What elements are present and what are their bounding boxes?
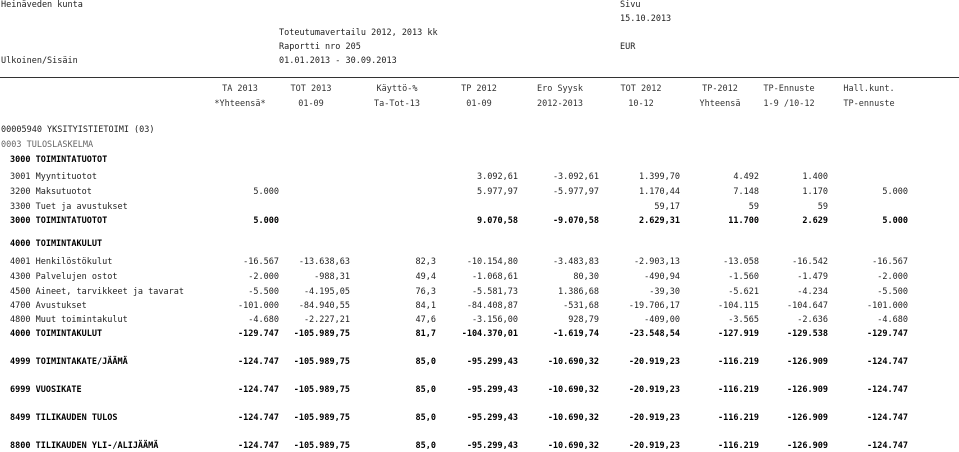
row-value: -23.548,54 [628, 329, 680, 339]
report-period: 01.01.2013 - 30.09.2013 [279, 56, 397, 66]
row-value: 82,3 [415, 257, 436, 267]
table-row [0, 356, 959, 368]
row-value: 80,30 [573, 272, 599, 282]
column-header-top: TOT 2013 [290, 84, 332, 94]
table-row [0, 300, 959, 312]
row-value: -2.636 [797, 315, 828, 325]
row-value: -95.299,43 [466, 357, 518, 367]
table-row [0, 186, 959, 198]
row-value: -105.989,75 [293, 441, 350, 451]
org-name: Heinäveden kunta [1, 0, 83, 10]
row-value: -2.227,21 [303, 315, 350, 325]
row-value: 81,7 [415, 329, 436, 339]
row-value: 5.000 [253, 187, 279, 197]
row-value: 5.000 [882, 216, 908, 226]
row-value: -84.408,87 [466, 301, 518, 311]
row-value: 76,3 [415, 287, 436, 297]
row-value: 2.629,31 [639, 216, 680, 226]
row-label: 4500 Aineet, tarvikkeet ja tavarat [10, 287, 184, 297]
row-value: -124.747 [238, 385, 279, 395]
table-row [0, 271, 959, 283]
row-value: 1.400 [802, 172, 828, 182]
row-value: -20.919,23 [628, 385, 680, 395]
row-value: -124.747 [238, 357, 279, 367]
row-value: -3.092,61 [552, 172, 599, 182]
report-date: 15.10.2013 [620, 14, 672, 24]
column-header-bottom: 01-09 [466, 99, 492, 109]
row-value: -19.706,17 [628, 301, 680, 311]
column-header-bottom: Ta-Tot-13 [373, 99, 421, 109]
statement-title: 0003 TULOSLASKELMA [1, 140, 94, 150]
row-value: 4.492 [733, 172, 759, 182]
column-header-top: TP 2012 [461, 84, 497, 94]
row-value: -4.680 [877, 315, 908, 325]
row-value: 1.170,44 [639, 187, 680, 197]
row-value: -124.747 [867, 413, 908, 423]
row-label: 6999 VUOSIKATE [10, 385, 82, 395]
row-value: -101.000 [238, 301, 279, 311]
table-row [0, 412, 959, 424]
report-number: Raportti nro 205 [279, 42, 361, 52]
row-value: -124.747 [867, 385, 908, 395]
row-value: -95.299,43 [466, 385, 518, 395]
row-label: 3200 Maksutuotot [10, 187, 92, 197]
row-value: -20.919,23 [628, 357, 680, 367]
row-value: -116.219 [718, 357, 759, 367]
row-value: -4.234 [797, 287, 828, 297]
row-value: -2.000 [877, 272, 908, 282]
row-value: -1.619,74 [552, 329, 599, 339]
row-value: -129.538 [787, 329, 828, 339]
column-header-top: TP-2012 [702, 84, 738, 94]
row-label: 3300 Tuet ja avustukset [10, 202, 128, 212]
table-row [0, 201, 959, 213]
table-row [0, 256, 959, 268]
row-value: -1.068,61 [471, 272, 518, 282]
column-header-bottom: *Yhteensä* [214, 99, 266, 109]
row-value: -20.919,23 [628, 441, 680, 451]
column-header-bottom: Yhteensä [699, 99, 741, 109]
row-value: 1.170 [802, 187, 828, 197]
unit-title: 00005940 YKSITYISTIETOIMI (03) [1, 125, 155, 135]
row-value: -3.483,83 [552, 257, 599, 267]
currency: EUR [620, 42, 636, 52]
row-value: -104.370,01 [461, 329, 518, 339]
row-label: 8499 TILIKAUDEN TULOS [10, 413, 118, 423]
row-value: -5.621 [728, 287, 759, 297]
column-header-top: Käyttö-% [376, 84, 418, 94]
row-value: -20.919,23 [628, 413, 680, 423]
column-header-top: TA 2013 [222, 84, 258, 94]
row-label: 8800 TILIKAUDEN YLI-/ALIJÄÄMÄ [10, 441, 159, 451]
row-value: 5.000 [882, 187, 908, 197]
table-row [0, 440, 959, 452]
row-value: -126.909 [787, 441, 828, 451]
table-row [0, 314, 959, 326]
row-value: 84,1 [415, 301, 436, 311]
row-label: 4700 Avustukset [10, 301, 87, 311]
row-label: 4999 TOIMINTAKATE/JÄÄMÄ [10, 357, 128, 367]
row-value: -124.747 [238, 413, 279, 423]
row-value: -95.299,43 [466, 413, 518, 423]
table-row [0, 171, 959, 183]
row-label: 4300 Palvelujen ostot [10, 272, 118, 282]
row-value: -101.000 [867, 301, 908, 311]
row-value: 59 [748, 202, 759, 212]
row-value: -4.680 [248, 315, 279, 325]
row-value: 5.000 [253, 216, 279, 226]
row-value: -531,68 [563, 301, 599, 311]
column-header-bottom: 1-9 /10-12 [763, 99, 815, 109]
row-value: 59,17 [654, 202, 680, 212]
row-value: -10.690,32 [547, 413, 599, 423]
column-header-bottom: TP-ennuste [843, 99, 895, 109]
row-value: -39,30 [649, 287, 680, 297]
column-header-top: Hall.kunt. [843, 84, 895, 94]
row-value: -5.500 [248, 287, 279, 297]
row-value: 85,0 [415, 357, 436, 367]
column-header-top: Ero Syysk [536, 84, 584, 94]
row-label: 3000 TOIMINTATUOTOT [10, 216, 108, 226]
table-row [0, 286, 959, 298]
row-value: -124.747 [238, 441, 279, 451]
row-label: 4800 Muut toimintakulut [10, 315, 128, 325]
row-label: 4001 Henkilöstökulut [10, 257, 113, 267]
row-value: -5.977,97 [552, 187, 599, 197]
row-value: -13.058 [723, 257, 759, 267]
table-row [0, 384, 959, 396]
row-value: -126.909 [787, 385, 828, 395]
row-value: -129.747 [867, 329, 908, 339]
row-value: -9.070,58 [552, 216, 599, 226]
row-value: -124.747 [867, 357, 908, 367]
row-value: -4.195,05 [303, 287, 350, 297]
row-value: -127.919 [718, 329, 759, 339]
row-value: 49,4 [415, 272, 436, 282]
column-header-bottom: 10-12 [628, 99, 654, 109]
row-value: -105.989,75 [293, 329, 350, 339]
column-header-top: TOT 2012 [620, 84, 662, 94]
row-value: -84.940,55 [298, 301, 350, 311]
row-value: -10.690,32 [547, 385, 599, 395]
row-value: -116.219 [718, 413, 759, 423]
column-header-bottom: 01-09 [298, 99, 324, 109]
row-value: 928,79 [568, 315, 599, 325]
header-divider [0, 77, 959, 78]
row-value: -16.567 [872, 257, 908, 267]
row-value: 11.700 [728, 216, 759, 226]
scope: Ulkoinen/Sisäin [1, 56, 78, 66]
row-value: -988,31 [314, 272, 350, 282]
row-value: -116.219 [718, 441, 759, 451]
row-value: -105.989,75 [293, 413, 350, 423]
row-value: -116.219 [718, 385, 759, 395]
row-value: 59 [817, 202, 828, 212]
row-value: -95.299,43 [466, 441, 518, 451]
row-value: 1.386,68 [558, 287, 599, 297]
table-row [0, 328, 959, 340]
row-value: 3.092,61 [477, 172, 518, 182]
row-value: 85,0 [415, 413, 436, 423]
row-label: 3001 Myyntituotot [10, 172, 97, 182]
row-value: -126.909 [787, 413, 828, 423]
row-value: -3.565 [728, 315, 759, 325]
row-value: -124.747 [867, 441, 908, 451]
row-value: -1.560 [728, 272, 759, 282]
row-value: -16.567 [243, 257, 279, 267]
page-label: Sivu [620, 0, 641, 10]
row-value: -2.000 [248, 272, 279, 282]
row-value: -10.690,32 [547, 357, 599, 367]
row-value: -1.479 [797, 272, 828, 282]
row-value: -3.156,00 [471, 315, 518, 325]
row-value: 9.070,58 [477, 216, 518, 226]
row-value: 85,0 [415, 385, 436, 395]
row-value: -490,94 [644, 272, 680, 282]
income-section-header: 3000 TOIMINTATUOTOT [10, 155, 108, 165]
row-value: 1.399,70 [639, 172, 680, 182]
row-value: -10.690,32 [547, 441, 599, 451]
column-header-bottom: 2012-2013 [536, 99, 584, 109]
row-value: 7.148 [733, 187, 759, 197]
row-value: 85,0 [415, 441, 436, 451]
row-label: 4000 TOIMINTAKULUT [10, 329, 103, 339]
expense-section-header: 4000 TOIMINTAKULUT [10, 239, 103, 249]
column-header-top: TP-Ennuste [763, 84, 815, 94]
row-value: -5.500 [877, 287, 908, 297]
row-value: 47,6 [415, 315, 436, 325]
row-value: -13.638,63 [298, 257, 350, 267]
row-value: -409,00 [644, 315, 680, 325]
row-value: -16.542 [792, 257, 828, 267]
row-value: 2.629 [802, 216, 828, 226]
row-value: -105.989,75 [293, 357, 350, 367]
row-value: -129.747 [238, 329, 279, 339]
row-value: -10.154,80 [466, 257, 518, 267]
row-value: -105.989,75 [293, 385, 350, 395]
row-value: -5.581,73 [471, 287, 518, 297]
row-value: -126.909 [787, 357, 828, 367]
report-title: Toteutumavertailu 2012, 2013 kk [279, 28, 438, 38]
row-value: -2.903,13 [633, 257, 680, 267]
table-row [0, 215, 959, 227]
row-value: -104.115 [718, 301, 759, 311]
row-value: -104.647 [787, 301, 828, 311]
row-value: 5.977,97 [477, 187, 518, 197]
